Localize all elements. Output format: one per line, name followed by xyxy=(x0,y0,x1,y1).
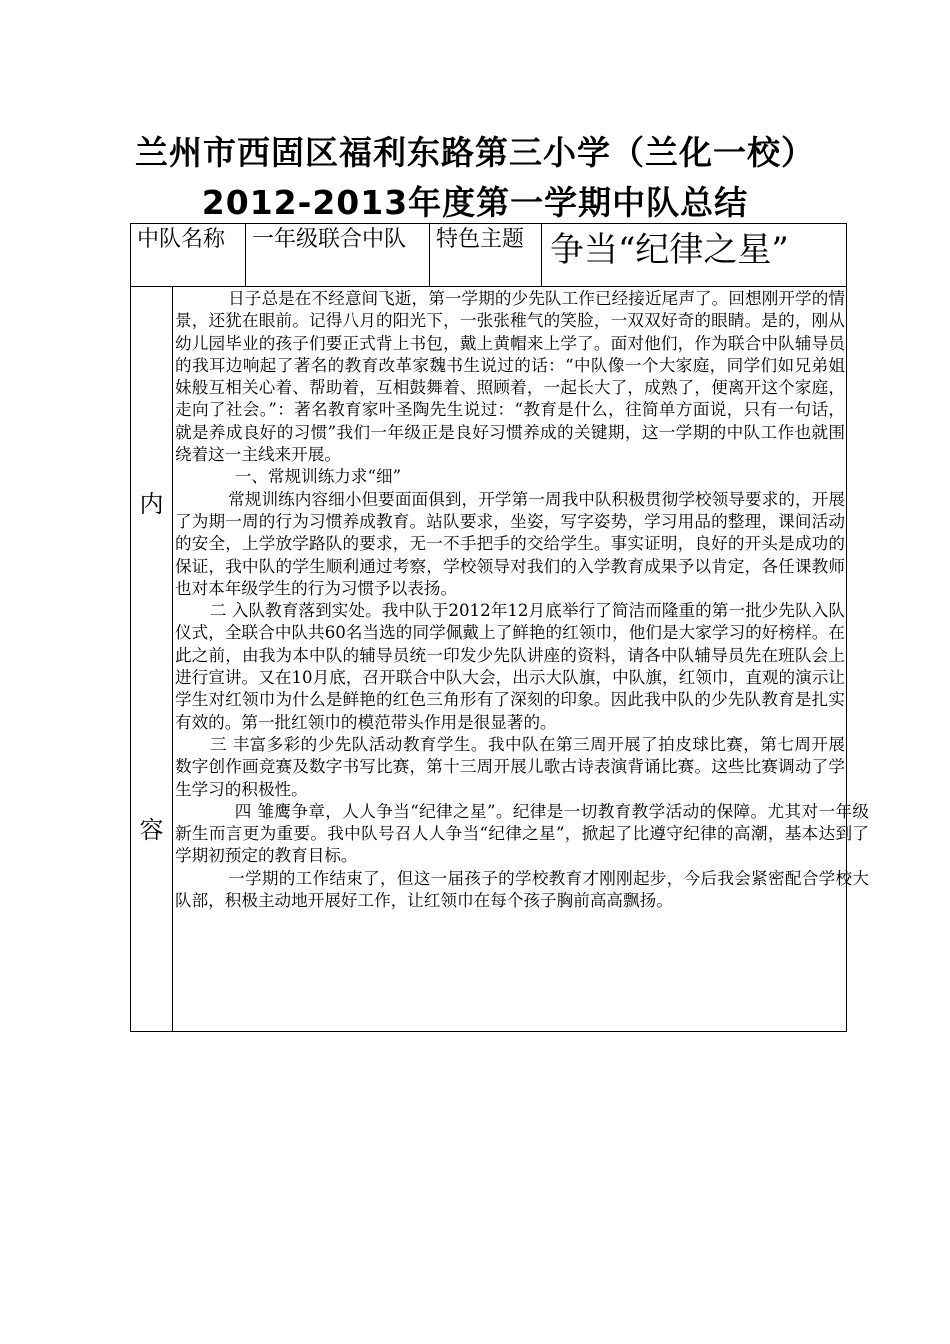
theme-value: 争当“纪律之星” xyxy=(550,230,789,270)
heading-routine-training: 一、常规训练力求“细” xyxy=(234,467,402,487)
summary-table xyxy=(130,223,869,1032)
document-title-line2: 2012-2013年度第一学期中队总结 xyxy=(201,183,749,222)
squad-name-label: 中队名称 xyxy=(131,224,246,286)
theme-label: 特色主题 xyxy=(430,224,542,286)
paragraph-discipline-star: 四 雏鹰争章，人人争当“纪律之星”。纪律是一切教育教学活动的保障。尤其对一年级新生而言更为重要。我中队号召人人争当“纪律之星”，掀起了比遵守纪律的高潮，基本达到了学期初预定的教育目标。 xyxy=(175,801,869,866)
paragraph-conclusion: 一学期的工作结束了，但这一届孩子的学校教育才刚刚起步，今后我会紧密配合学校大队部，积极主动地开展好工作，让红领巾在每个孩子胸前高高飘扬。 xyxy=(175,868,869,911)
side-char-rong: 容 xyxy=(139,816,164,844)
paragraph-activities: 三 丰富多彩的少先队活动教育学生。我中队在第三周开展了拍皮球比赛，第七周开展数字创作画竞赛及数字书写比赛，第十三周开展儿歌古诗表演背诵比赛。这些比赛调动了学生学习的积极性。 xyxy=(175,734,845,799)
paragraph-intro: 日子总是在不经意间飞逝，第一学期的少先队工作已经接近尾声了。回想刚开学的情景，还犹在眼前。记得八月的阳光下，一张张稚气的笑脸，一双双好奇的眼睛。是的，刚从幼儿园毕业的孩子们要正式背上书包，戴上黄帽来上学了。面对他们，作为联合中队辅导员的我耳边响起了著名的教育改革家魏书生说过的话：“中队像一个大家庭，同学们如兄弟姐妹般互相关心着、帮助着，互相鼓舞着、照顾着，一起长大了，成熟了，便离开这个家庭，走向了社会。”：著名教育家叶圣陶先生说过：“教育是什么，往简单方面说，只有一句话，就是养成良好的习惯”我们一年级正是良好习惯养成的关键期，这一学期的中队工作也就围绕着这一主线来开展。 xyxy=(175,289,845,465)
header-row xyxy=(131,224,846,287)
content-side-label xyxy=(131,286,173,1031)
content-body xyxy=(175,288,869,912)
side-char-nei: 内 xyxy=(139,490,164,518)
paragraph-joining-education: 二 入队教育落到实处。我中队于2012年12月底举行了简洁而隆重的第一批少先队入队仪式，全联合中队共60名当选的同学佩戴上了鲜艳的红领巾，他们是大家学习的好榜样。在此之前，由我为本中队的辅导员统一印发少先队讲座的资料，请各中队辅导员先在班队会上进行宣讲。又在10月底，召开联合中队大会，出示大队旗，中队旗，红领巾，直观的演示让学生对红领巾为什么是鲜艳的红色三角形有了深刻的印象。因此我中队的少先队教育是扎实有效的。第一批红领巾的模范带头作用是很显著的。 xyxy=(175,601,845,732)
paragraph-routine-training: 常规训练内容细小但要面面俱到，开学第一周我中队积极贯彻学校领导要求的，开展了为期一周的行为习惯养成教育。站队要求，坐姿，写字姿势，学习用品的整理，课间活动的安全，上学放学路队的要求，无一不手把手的交给学生。事实证明，良好的开头是成功的保证，我中队的学生顺利通过考察，学校领导对我们的入学教育成果予以肯定，各任课教师也对本年级学生的行为习惯予以表扬。 xyxy=(175,489,845,598)
squad-name-value: 一年级联合中队 xyxy=(246,224,430,286)
document-title-line1: 兰州市西固区福利东路第三小学（兰化一校） xyxy=(135,133,815,172)
